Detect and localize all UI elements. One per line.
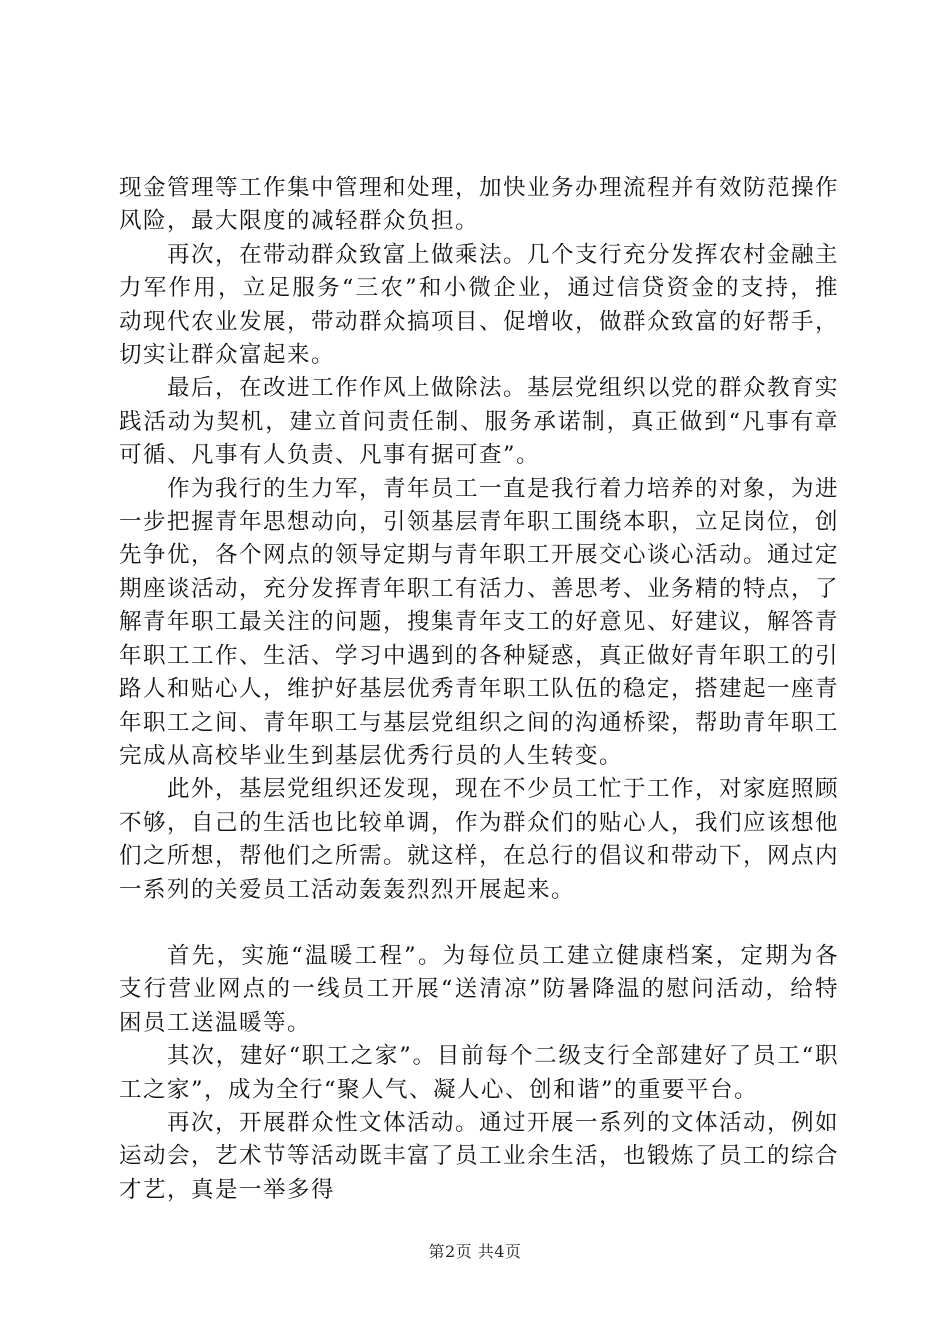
paragraph-young-staff: 作为我行的生力军，青年员工一直是我行着力培养的对象，为进一步把握青年思想动向，引领基层青年职工围绕本职，立足岗位，创先争优，各个网点的领导定期与青年职工开展交心谈心活动。通过定期座谈活动，充分发挥青年职工有活力、善思考、业务精的特点，了解青年职工最关注的问题，搜集青年支工的好意见、好建议，解答青年职工工作、生活、学习中遇到的各种疑惑，真正做好青年职工的引路人和贴心人，维护好基层优秀青年职工队伍的稳定，搭建起一座青年职工之间、青年职工与基层党组织之间的沟通桥梁，帮助青年职工完成从高校毕业生到基层优秀行员的人生转变。 [119, 475, 840, 769]
paragraph-continued: 现金管理等工作集中管理和处理，加快业务办理流程并有效防范操作风险，最大限度的减轻群众负担。 [119, 175, 840, 235]
paragraph-staff-home: 其次，建好“职工之家”。目前每个二级支行全部建好了员工“职工之家”，成为全行“聚人气、凝人心、创和谐”的重要平台。 [119, 1043, 839, 1103]
paragraph-warmth-project: 首先，实施“温暖工程”。为每位员工建立健康档案，定期为各支行营业网点的一线员工开展“送清凉”防暑降温的慰问活动，给特困员工送温暖等。 [119, 942, 839, 1036]
paragraph-division: 最后，在改进工作作风上做除法。基层党组织以党的群众教育实践活动为契机，建立首问责任制、服务承诺制，真正做到“凡事有章可循、凡事有人负责、凡事有据可查”。 [119, 375, 840, 469]
page-number-footer: 第2页 共4页 [428, 1242, 522, 1261]
paragraph-care-for-staff: 此外，基层党组织还发现，现在不少员工忙于工作，对家庭照顾不够，自己的生活也比较单调，作为群众们的贴心人，我们应该想他们之所想，帮他们之所需。就这样，在总行的倡议和带动下，网点内一系列的关爱员工活动轰轰烈烈开展起来。 [119, 776, 840, 903]
paragraph-cultural-activities: 再次，开展群众性文体活动。通过开展一系列的文体活动，例如运动会，艺术节等活动既丰富了员工业余生活，也锻炼了员工的综合才艺，真是一举多得 [119, 1109, 840, 1203]
paragraph-multiplication: 再次，在带动群众致富上做乘法。几个支行充分发挥农村金融主力军作用，立足服务“三农”和小微企业，通过信贷资金的支持，推动现代农业发展，带动群众搞项目、促增收，做群众致富的好帮手，切实让群众富起来。 [119, 241, 840, 369]
document-body [119, 172, 839, 1207]
